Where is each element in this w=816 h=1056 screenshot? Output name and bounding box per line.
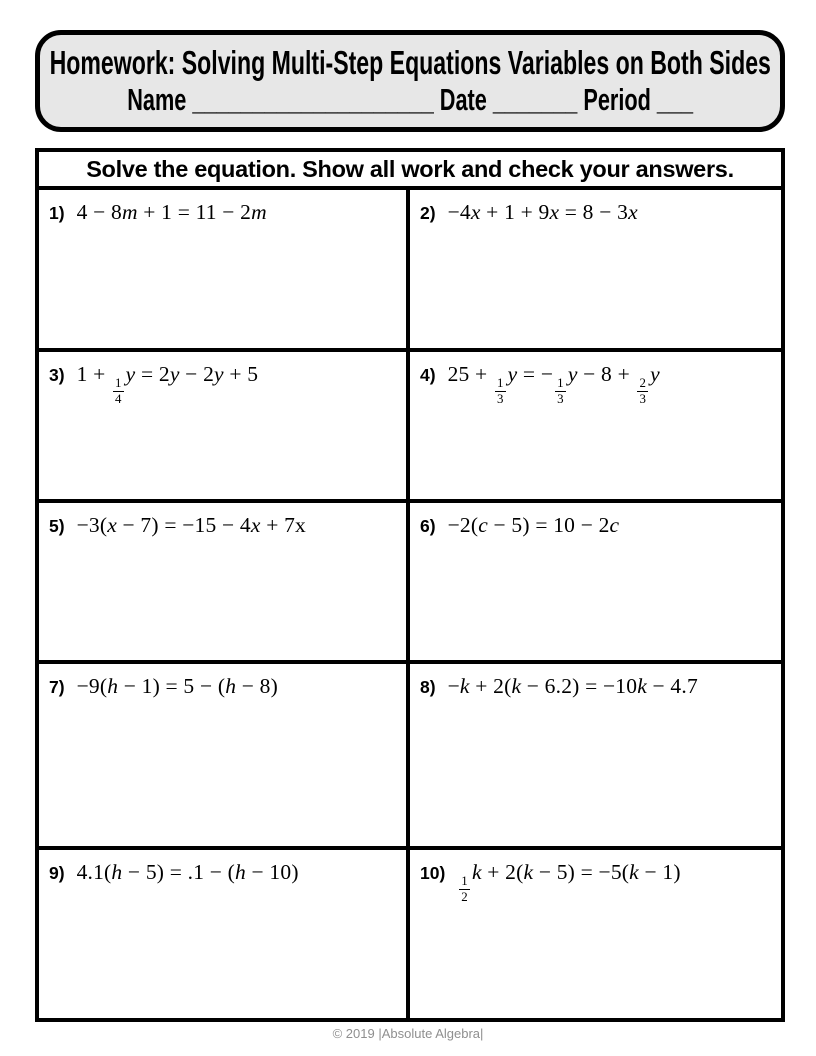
problem-equation: −k + 2(k − 6.2) = −10k − 4.7	[447, 674, 698, 698]
problem-number: 6)	[420, 516, 436, 536]
problem-number: 5)	[49, 516, 65, 536]
problem-number: 10)	[420, 863, 446, 883]
name-date-period-line: Name ____________________ Date _______ Period ___	[127, 82, 693, 118]
instruction-banner: Solve the equation. Show all work and check your answers.	[39, 152, 781, 190]
problem-equation: −2(c − 5) = 10 − 2c	[447, 513, 620, 537]
problem-number: 8)	[420, 677, 436, 697]
problem-equation: −9(h − 1) = 5 − (h − 8)	[76, 674, 278, 698]
problem-table	[35, 148, 785, 1022]
worksheet-title: Homework: Solving Multi-Step Equations Variables on Both Sides	[49, 43, 771, 81]
problem-equation: 25 + $\frac{1}{3}$ y = − $\frac{1}{3}$ y − 8 + $\frac{2}{3}$ y	[447, 362, 660, 407]
problem-number: 9)	[49, 863, 65, 883]
problem-cell-4	[410, 352, 781, 503]
problem-equation: −4x + 1 + 9x = 8 − 3x	[447, 200, 638, 224]
problem-cell-2	[410, 190, 781, 352]
problem-cell-6	[410, 503, 781, 664]
problem-number: 1)	[49, 203, 65, 223]
problem-cell-5	[39, 503, 410, 664]
copyright-footer: © 2019 |Absolute Algebra|	[332, 1026, 484, 1041]
problem-number: 3)	[49, 365, 65, 385]
problem-cell-8	[410, 664, 781, 850]
problem-equation: $\frac{1}{2}$ k + 2(k − 5) = −5(k − 1)	[461, 860, 681, 905]
worksheet-header	[35, 30, 785, 132]
problem-equation: −3(x − 7) = −15 − 4x + 7x	[76, 513, 307, 537]
problem-cell-3	[39, 352, 410, 503]
problem-equation: 4.1(h − 5) = .1 − (h − 10)	[76, 860, 299, 884]
problem-cell-7	[39, 664, 410, 850]
problem-equation: 1 + $\frac{1}{4}$ y = 2y − 2y + 5	[76, 362, 259, 407]
problem-cell-9	[39, 850, 410, 1018]
problem-number: 7)	[49, 677, 65, 697]
problem-cell-1	[39, 190, 410, 352]
problem-cell-10	[410, 850, 781, 1018]
problem-number: 4)	[420, 365, 436, 385]
problem-number: 2)	[420, 203, 436, 223]
problem-equation: 4 − 8m + 1 = 11 − 2m	[76, 200, 267, 224]
